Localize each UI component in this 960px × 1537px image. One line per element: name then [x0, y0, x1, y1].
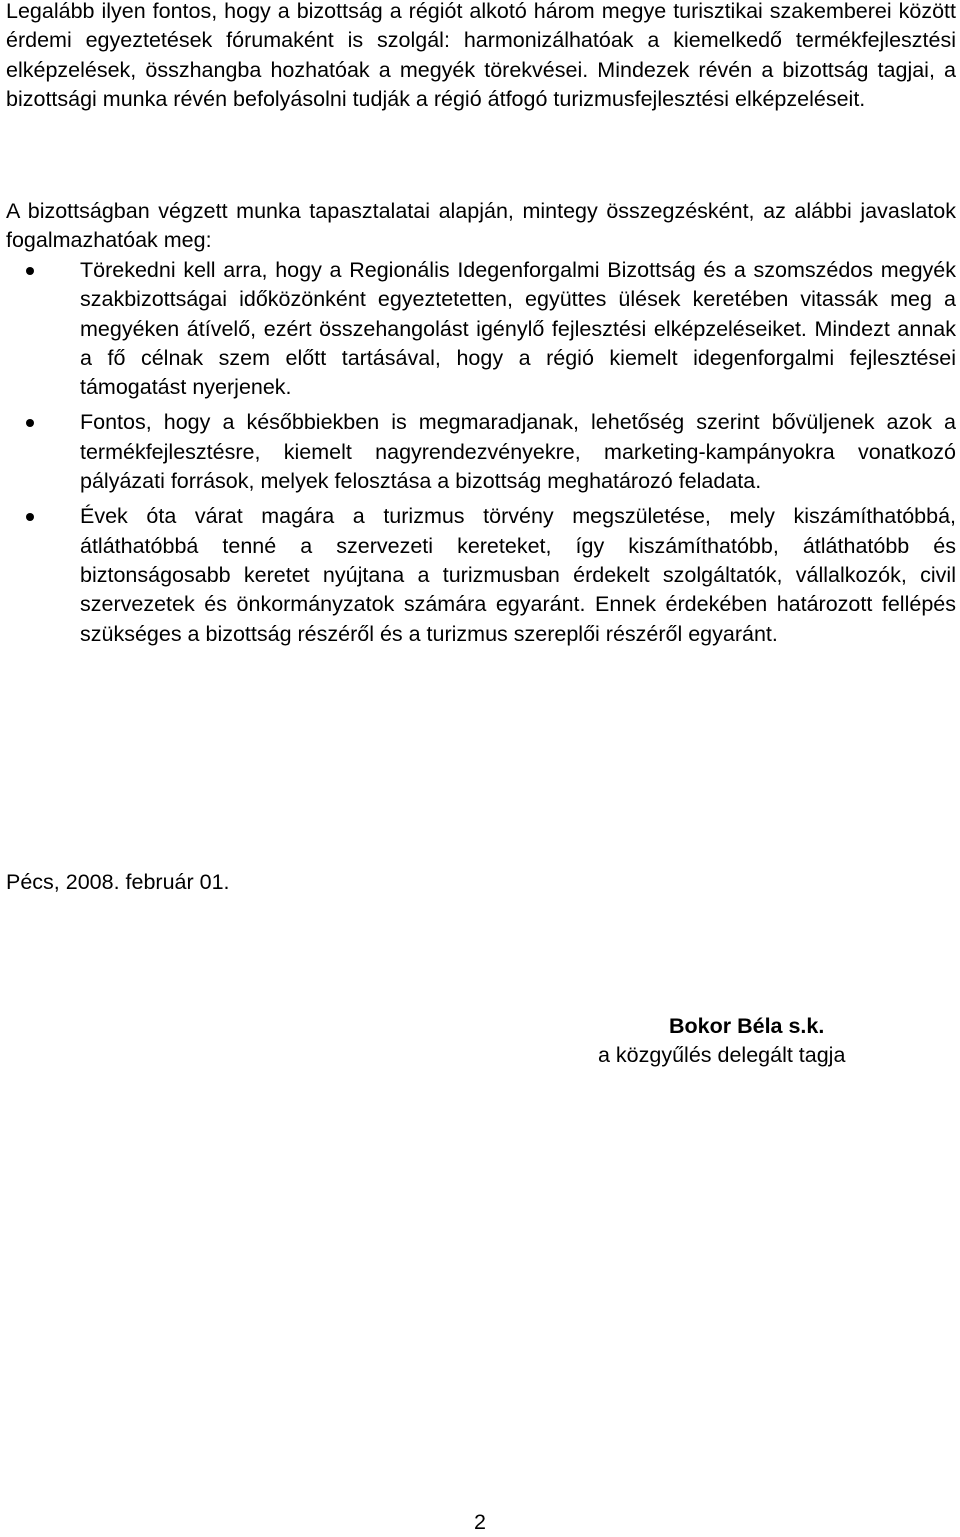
proposal-list [6, 256, 956, 655]
list-item [6, 502, 956, 648]
list-item-text: Évek óta várat magára a turizmus törvény megszületése, mely kiszámíthatóbbá, átláthatóbbá tenné a szervezeti kereteket, így kiszámíthatóbb, átláthatóbb és biztonságosabb keretet nyújtana a turizmusban érdekelt szolgáltatók, vállalkozók, civil szervezetek és önkormányzatok számára egyaránt. Ennek érdekében határozott fellépés szükséges a bizottság részéről és a turizmus szereplői részéről egyaránt. [80, 504, 956, 646]
bullet-icon [26, 513, 34, 521]
bullet-icon [26, 267, 34, 275]
signatory-role: a közgyűlés delegált tagja [598, 1043, 846, 1068]
paragraph-intro: Legalább ilyen fontos, hogy a bizottság a régiót alkotó három megye turisztikai szakemberei között érdemi egyeztetések fórumaként is szolgál: harmonizálhatóak a kiemelkedő termékfejlesztési elképzelések, összhangba hozhatóak a megyék törekvései. Mindezek révén a bizottság tagjai, a bizottsági munka révén befolyásolni tudják a régió átfogó turizmusfejlesztési elképzeléseit. [6, 0, 956, 111]
bullet-icon [26, 419, 34, 427]
document-date: Pécs, 2008. február 01. [6, 870, 230, 894]
list-item-text: Fontos, hogy a későbbiekben is megmaradjanak, lehetőség szerint bővüljenek azok a termékfejlesztésre, kiemelt nagyrendezvényekre, marketing-kampányokra vonatkozó pályázati források, melyek felosztása a bizottság meghatározó feladata. [80, 410, 956, 494]
page-number: 2 [474, 1510, 486, 1534]
list-item [6, 408, 956, 496]
signature-block [598, 1012, 918, 1071]
list-item [6, 256, 956, 402]
list-item-text: Törekedni kell arra, hogy a Regionális Idegenforgalmi Bizottság és a szomszédos megyék szakbizottságai időközönként egyeztetetten, együttes ülések keretében vitassák meg a megyéken átívelő, ezért összehangolást igénylő fejlesztési elképzeléseiket. Mindezt annak a fő célnak szem előtt tartásával, hogy a régió kiemelt idegenforgalmi fejlesztései támogatást nyerjenek. [80, 258, 956, 400]
paragraph-summary: A bizottságban végzett munka tapasztalatai alapján, mintegy összegzésként, az alábbi javaslatok fogalmazhatóak meg: [6, 199, 956, 253]
signatory-name: Bokor Béla s.k. [669, 1014, 825, 1038]
